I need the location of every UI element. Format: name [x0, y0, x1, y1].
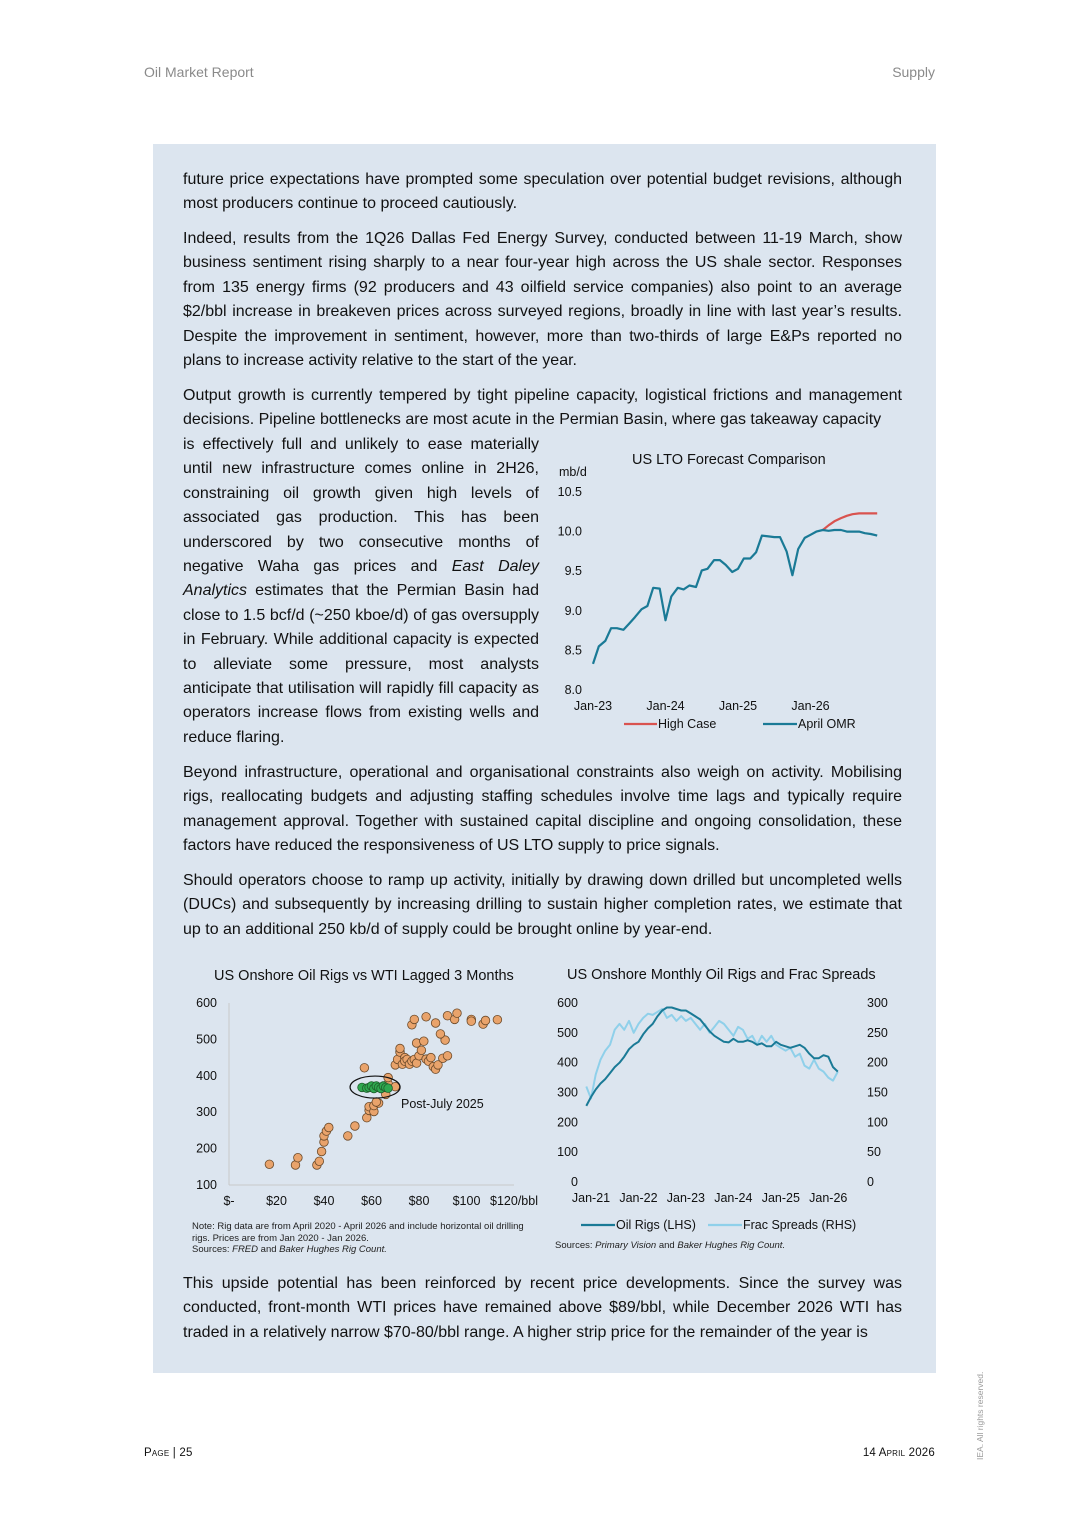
legend-label-high-case: High Case [658, 717, 717, 731]
paragraph-1: future price expectations have prompted some speculation over potential budget revisions, although most producers continue to proceed cautiously. [183, 171, 902, 213]
legend-label-oil-rigs: Oil Rigs (LHS) [616, 1218, 696, 1232]
scatter-point [436, 1030, 445, 1039]
scatter-x-tick: $80 [408, 1194, 430, 1208]
lto-y-tick: 8.0 [564, 683, 582, 697]
lto-series-high-case [823, 513, 877, 530]
sources-label: Sources: [555, 1240, 596, 1251]
scatter-point [360, 1064, 369, 1073]
scatter-point [344, 1132, 353, 1141]
paragraph-6: This upside potential has been reinforced by recent price developments. Since the survey was conducted, front-month WTI prices have remained above $89/bbl, while December 2026 WTI has traded in a relatively narrow $70-80/bbl range. A higher strip price for the remainder of the year is [183, 1275, 902, 1341]
scatter-x-tick: $120/bbl [490, 1194, 538, 1208]
rigs-left-y-tick: 600 [557, 996, 578, 1010]
scatter-y-tick: 300 [196, 1105, 217, 1120]
lto-series-april-omr [593, 530, 877, 664]
rigs-left-y-tick: 400 [557, 1055, 578, 1070]
source-baker-hughes: Baker Hughes Rig Count. [279, 1244, 387, 1255]
paragraph-3-column [183, 433, 539, 750]
rigs-x-tick: Jan-24 [714, 1191, 753, 1205]
note-sources [192, 1244, 542, 1256]
rigs-right-y-tick: 0 [867, 1175, 874, 1189]
paragraph-3-text-b: estimates that the Permian Basin had close to 1.5 bcf/d (~250 kboe/d) of gas oversupply in February. While additional capacity is expected to alleviate some pressure, most analysts anticipate that utilisation will rapidly fill capacity as operators increase flows from existing wells and reduce flaring. [183, 582, 539, 746]
scatter-x-tick: $40 [313, 1194, 335, 1208]
rigs-right-y-tick: 200 [867, 1055, 888, 1070]
scatter-point [443, 1052, 452, 1061]
rigs-right-y-tick: 300 [867, 996, 888, 1010]
scatter-point [467, 1017, 476, 1026]
scatter-point [294, 1153, 303, 1162]
scatter-point [427, 1053, 436, 1062]
rigs-right-y-tick: 150 [867, 1085, 888, 1100]
rigs-x-tick: Jan-22 [619, 1191, 658, 1205]
scatter-x-tick: $20 [266, 1194, 287, 1208]
scatter-point [431, 1019, 440, 1028]
rigs-left-y-tick: 500 [557, 1025, 578, 1040]
lto-y-unit: mb/d [559, 465, 587, 479]
scatter-chart-note [192, 1221, 542, 1256]
legend-label-april-omr: April OMR [798, 717, 856, 731]
rigs-frac-chart [548, 990, 898, 1240]
note-line-2: rigs. Prices are from Jan 2020 - Jan 2026. [192, 1232, 369, 1244]
page-label: Page [144, 1447, 170, 1459]
scatter-x-tick: $60 [361, 1194, 382, 1208]
lto-chart-title: US LTO Forecast Comparison [632, 452, 826, 468]
sources-and: and [656, 1240, 678, 1251]
rigs-x-tick: Jan-21 [571, 1191, 611, 1205]
page-number-value: | 25 [172, 1447, 193, 1459]
sources-label: Sources: [192, 1244, 233, 1255]
lto-y-tick: 10.5 [557, 485, 582, 499]
lto-y-tick: 9.5 [564, 564, 582, 579]
rigs-left-y-tick: 100 [557, 1145, 578, 1160]
rigs-left-y-tick: 0 [571, 1175, 578, 1189]
rigs-right-y-tick: 250 [867, 1025, 888, 1040]
section-header: Supply [892, 64, 935, 80]
paragraph-2: Indeed, results from the 1Q26 Dallas Fed Energy Survey, conducted between 11-19 March, show business sentiment rising sharply to a near four-year high across the US shale sector. Responses from 135 energy firms (92 producers and 43 oilfield service companies) also point to an average $2/bbl increase in breakeven prices across surveyed regions, broadly in line with last year’s results. Despite the improvement in sentiment, however, more than two-thirds of large E&Ps reported no plans to increase activity relative to the start of the year. [183, 230, 902, 370]
scatter-point [422, 1013, 431, 1022]
scatter-x-tick: $100 [452, 1194, 481, 1208]
scatter-point [317, 1147, 326, 1156]
scatter-y-tick: 100 [196, 1178, 217, 1192]
paragraph-3-lead: Output growth is currently tempered by tight pipeline capacity, logistical frictions and management decisions. Pipeline bottlenecks are most acute in the Permian Basin, where gas takeaway capacity [183, 387, 902, 429]
report-date: 14 April 2026 [862, 1447, 935, 1459]
rigs-chart-title: US Onshore Monthly Oil Rigs and Frac Spreads [567, 967, 876, 983]
scatter-y-tick: 500 [196, 1032, 217, 1047]
scatter-annotation: Post-July 2025 [401, 1097, 484, 1111]
rights-notice: IEA. All rights reserved. [975, 1371, 985, 1460]
scatter-y-tick: 600 [196, 996, 217, 1010]
scatter-point [493, 1015, 502, 1024]
sources-and: and [258, 1244, 280, 1255]
paragraph-5: Should operators choose to ramp up activity, initially by drawing down drilled but uncompleted wells (DUCs) and subsequently by increasing drilling to sustain higher completion rates, we estimate that up to an additional 250 kb/d of supply could be brought online by year-end. [183, 872, 902, 938]
rigs-x-tick: Jan-25 [761, 1191, 800, 1205]
page-number [144, 1447, 193, 1459]
lto-forecast-chart [545, 462, 915, 742]
rigs-vs-wti-scatter-chart [188, 990, 548, 1215]
scatter-chart-title: US Onshore Oil Rigs vs WTI Lagged 3 Months [214, 968, 514, 984]
scatter-point [453, 1009, 462, 1018]
rigs-x-tick: Jan-23 [666, 1191, 706, 1205]
scatter-point [481, 1016, 490, 1025]
paragraph-4: Beyond infrastructure, operational and organisational constraints also weigh on activity. Mobilising rigs, reallocating budgets and adjusting staffing schedules involve time lags and typically require management approval. Together with sustained capital discipline and ongoing consolidation, these factors have reduced the responsiveness of US LTO supply to price signals. [183, 764, 902, 855]
rigs-left-y-tick: 200 [557, 1115, 578, 1130]
lto-y-tick: 8.5 [564, 643, 582, 658]
rigs-right-y-tick: 50 [867, 1145, 881, 1160]
rigs-chart-sources [555, 1240, 895, 1252]
scatter-x-tick: $- [223, 1194, 235, 1208]
lto-x-tick: Jan-24 [646, 699, 685, 713]
rigs-right-y-tick: 100 [867, 1115, 888, 1130]
rigs-x-tick: Jan-26 [809, 1191, 848, 1205]
scatter-y-tick: 400 [196, 1068, 217, 1083]
scatter-point [325, 1123, 334, 1132]
scatter-point [396, 1044, 405, 1053]
scatter-point [315, 1157, 324, 1166]
lto-x-tick: Jan-25 [718, 699, 758, 713]
scatter-point [372, 1098, 381, 1107]
lto-x-tick: Jan-23 [573, 699, 613, 713]
paragraph-3-text-a: is effectively full and unlikely to ease materially until new infrastructure comes online in 2H26, constraining oil growth given high levels of associated gas production. This has been underscored by two consecutive months of negative Waha gas prices and [183, 436, 539, 576]
source-primary-vision: Primary Vision [595, 1240, 657, 1251]
lto-y-tick: 10.0 [557, 524, 582, 539]
report-title-header: Oil Market Report [144, 64, 254, 80]
note-line-1: Note: Rig data are from April 2020 - April 2026 and include horizontal oil drilling [192, 1221, 524, 1232]
scatter-point [410, 1015, 419, 1024]
source-fred: FRED [232, 1244, 259, 1255]
scatter-y-tick: 200 [196, 1141, 217, 1156]
lto-x-tick: Jan-26 [791, 699, 830, 713]
scatter-point [351, 1122, 360, 1131]
east-daley-reference: East Daley Analytics [183, 558, 539, 600]
rigs-series-frac-spreads-rhs [586, 1009, 838, 1099]
lto-y-tick: 9.0 [564, 603, 582, 618]
rigs-left-y-tick: 300 [557, 1085, 578, 1100]
scatter-point [265, 1160, 274, 1169]
scatter-point [420, 1037, 429, 1046]
legend-label-frac-spreads: Frac Spreads (RHS) [743, 1218, 857, 1232]
source-baker-hughes: Baker Hughes Rig Count. [677, 1240, 786, 1251]
scatter-point-post-july-2025 [384, 1084, 393, 1093]
